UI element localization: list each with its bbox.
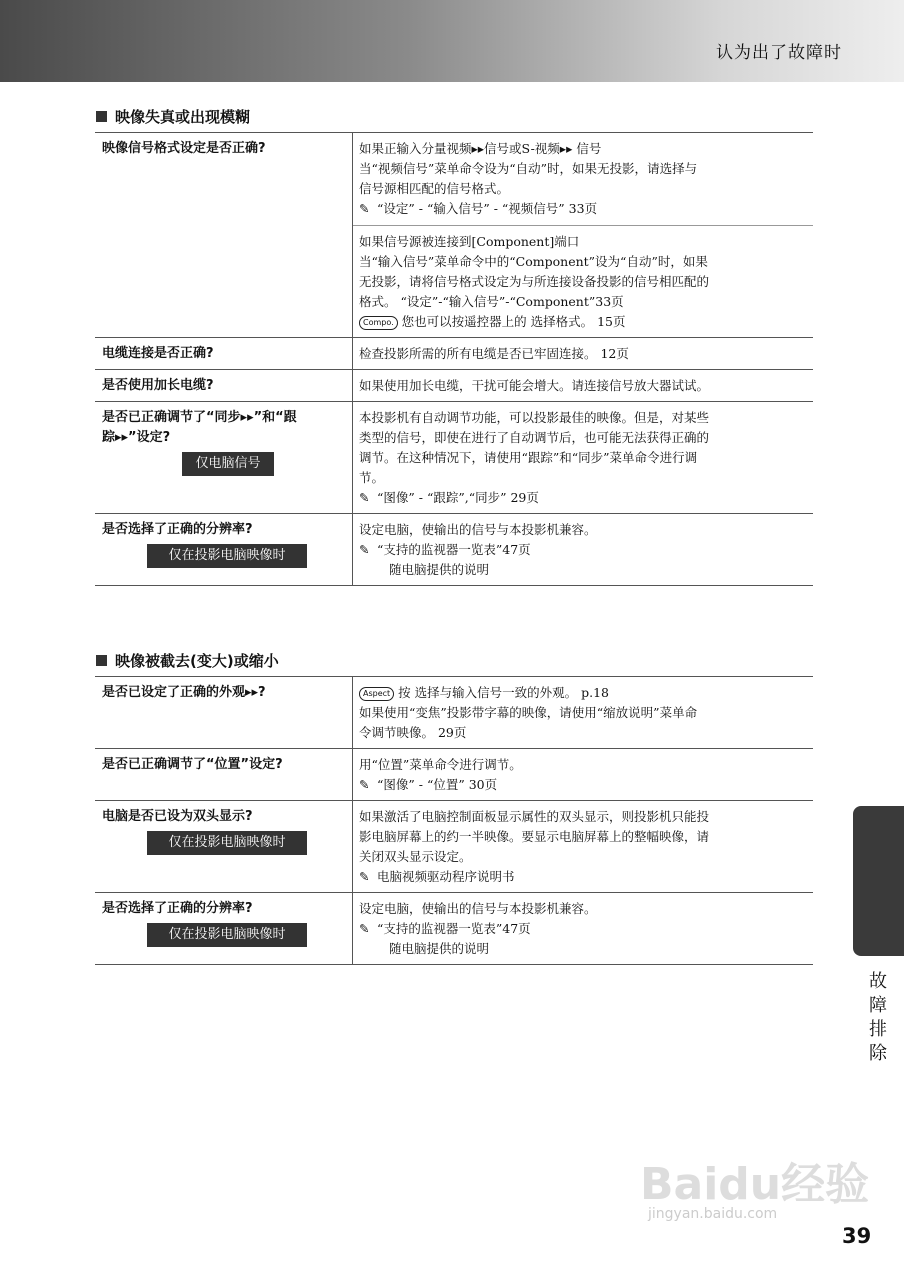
reference-line: ✎ 电脑视频驱动程序说明书 [359, 867, 807, 887]
section-title-cropped [96, 650, 279, 671]
answer-line: 如果使用“变焦”投影带字幕的映像，请使用“缩放说明”菜单命 [359, 705, 698, 720]
answer-line: 信号源相匹配的信号格式。 [359, 181, 510, 196]
condition-tag: 仅在投影电脑映像时 [147, 544, 307, 568]
page-number: 39 [842, 1224, 872, 1248]
reference-pen-icon: ✎ [359, 490, 370, 505]
aspect-button-icon: Aspect [359, 687, 394, 701]
reference-pen-icon: ✎ [359, 869, 370, 884]
condition-tag: 仅在投影电脑映像时 [147, 831, 307, 855]
table-row [95, 133, 813, 338]
answer-line: 调节。在这种情况下，请使用“跟踪”和“同步”菜单命令进行调 [359, 450, 698, 465]
answer-line-with-button: Compo. 您也可以按遥控器上的 选择格式。 15页 [359, 312, 807, 332]
section-title-distorted [96, 106, 250, 127]
question-cell [95, 514, 353, 586]
table-row [95, 338, 813, 370]
answer-line: 节。 [359, 470, 385, 485]
answer-cell [353, 514, 814, 586]
reference-line: ✎ “图像” - “跟踪”,“同步” 29页 [359, 488, 807, 508]
condition-tag: 仅电脑信号 [182, 452, 274, 476]
square-bullet-icon [96, 655, 107, 666]
question-cell: 映像信号格式设定是否正确? [95, 133, 353, 338]
answer-line: 关闭双头显示设定。 [359, 849, 472, 864]
question-line: 是否选择了正确的分辨率? [102, 901, 253, 916]
answer-cell [353, 677, 814, 749]
table-row [95, 801, 813, 893]
square-bullet-icon [96, 111, 107, 122]
reference-line: ✎ “图像” - “位置” 30页 [359, 775, 807, 795]
answer-line: 随电脑提供的说明 [389, 562, 490, 577]
section-title-text: 映像失真或出现模糊 [115, 108, 251, 126]
side-chapter-tab [853, 806, 904, 956]
answer-line: 随电脑提供的说明 [389, 941, 490, 956]
table-row [95, 370, 813, 402]
troubleshoot-table-2 [95, 676, 813, 965]
answer-cell [353, 133, 814, 338]
table-row [95, 514, 813, 586]
answer-line: 当“输入信号”菜单命令中的“Component”设为“自动”时，如果 [359, 254, 708, 269]
reference-pen-icon: ✎ [359, 777, 370, 792]
question-line: 是否已正确调节了“同步▸▸”和“跟 [102, 410, 297, 425]
question-cell [95, 801, 353, 893]
watermark-logo: Baidu经验 [640, 1159, 870, 1210]
answer-line: 无投影，请将信号格式设定为与所连接设备投影的信号相匹配的 [359, 274, 710, 289]
answer-line: 如果正输入分量视频▸▸信号或S-视频▸▸ 信号 [359, 141, 602, 156]
question-line: 踪▸▸”设定? [102, 430, 171, 445]
compo-button-icon: Compo. [359, 316, 398, 330]
answer-line: 类型的信号，即使在进行了自动调节后，也可能无法获得正确的 [359, 430, 710, 445]
table-row [95, 677, 813, 749]
question-cell: 是否已设定了正确的外观▸▸? [95, 677, 353, 749]
answer-cell [353, 801, 814, 893]
table-row [95, 749, 813, 801]
reference-line: ✎ “支持的监视器一览表”47页 [359, 540, 807, 560]
question-cell [95, 893, 353, 965]
reference-pen-icon: ✎ [359, 201, 370, 216]
watermark-url: jingyan.baidu.com [648, 1206, 778, 1222]
answer-line: 设定电脑，使输出的信号与本投影机兼容。 [359, 522, 597, 537]
answer-cell [353, 893, 814, 965]
table-row [95, 893, 813, 965]
answer-cell: 如果使用加长电缆，干扰可能会增大。请连接信号放大器试试。 [359, 378, 710, 393]
section-title-text: 映像被截去(变大)或缩小 [115, 652, 279, 670]
reference-pen-icon: ✎ [359, 921, 370, 936]
side-chapter-label: 故障排除 [869, 971, 887, 1064]
answer-block [353, 139, 813, 226]
page-header-title: 认为出了故障时 [716, 43, 842, 63]
answer-line: 设定电脑，使输出的信号与本投影机兼容。 [359, 901, 597, 916]
answer-line: 用“位置”菜单命令进行调节。 [359, 757, 522, 772]
troubleshoot-table-1 [95, 132, 813, 586]
question-cell [95, 402, 353, 514]
question-line: 电脑是否已设为双头显示? [102, 809, 253, 824]
answer-line: 影电脑屏幕上的约一半映像。要显示电脑屏幕上的整幅映像，请 [359, 829, 710, 844]
question-cell: 是否使用加长电缆? [95, 370, 353, 402]
condition-tag: 仅在投影电脑映像时 [147, 923, 307, 947]
answer-block [359, 232, 807, 332]
reference-line: ✎ “支持的监视器一览表”47页 [359, 919, 807, 939]
answer-line: 令调节映像。 29页 [359, 725, 467, 740]
table-row [95, 402, 813, 514]
answer-cell [353, 749, 814, 801]
reference-pen-icon: ✎ [359, 542, 370, 557]
answer-line: 当“视频信号”菜单命令设为“自动”时，如果无投影，请选择与 [359, 161, 698, 176]
answer-cell [353, 402, 814, 514]
question-line: 是否选择了正确的分辨率? [102, 522, 253, 537]
answer-line: 本投影机有自动调节功能，可以投影最佳的映像。但是，对某些 [359, 410, 710, 425]
answer-line: 如果激活了电脑控制面板显示属性的双头显示，则投影机只能投 [359, 809, 710, 824]
question-cell: 是否已正确调节了“位置”设定? [95, 749, 353, 801]
answer-cell: 检查投影所需的所有电缆是否已牢固连接。 12页 [359, 346, 629, 361]
answer-line: 如果信号源被连接到[Component]端口 [359, 234, 580, 249]
reference-line: ✎ “设定” - “输入信号” - “视频信号” 33页 [359, 199, 807, 219]
answer-line: 格式。 “设定”-“输入信号”-“Component”33页 [359, 294, 624, 309]
answer-line-with-button: Aspect 按 选择与输入信号一致的外观。 p.18 [359, 683, 807, 703]
question-cell: 电缆连接是否正确? [95, 338, 353, 370]
